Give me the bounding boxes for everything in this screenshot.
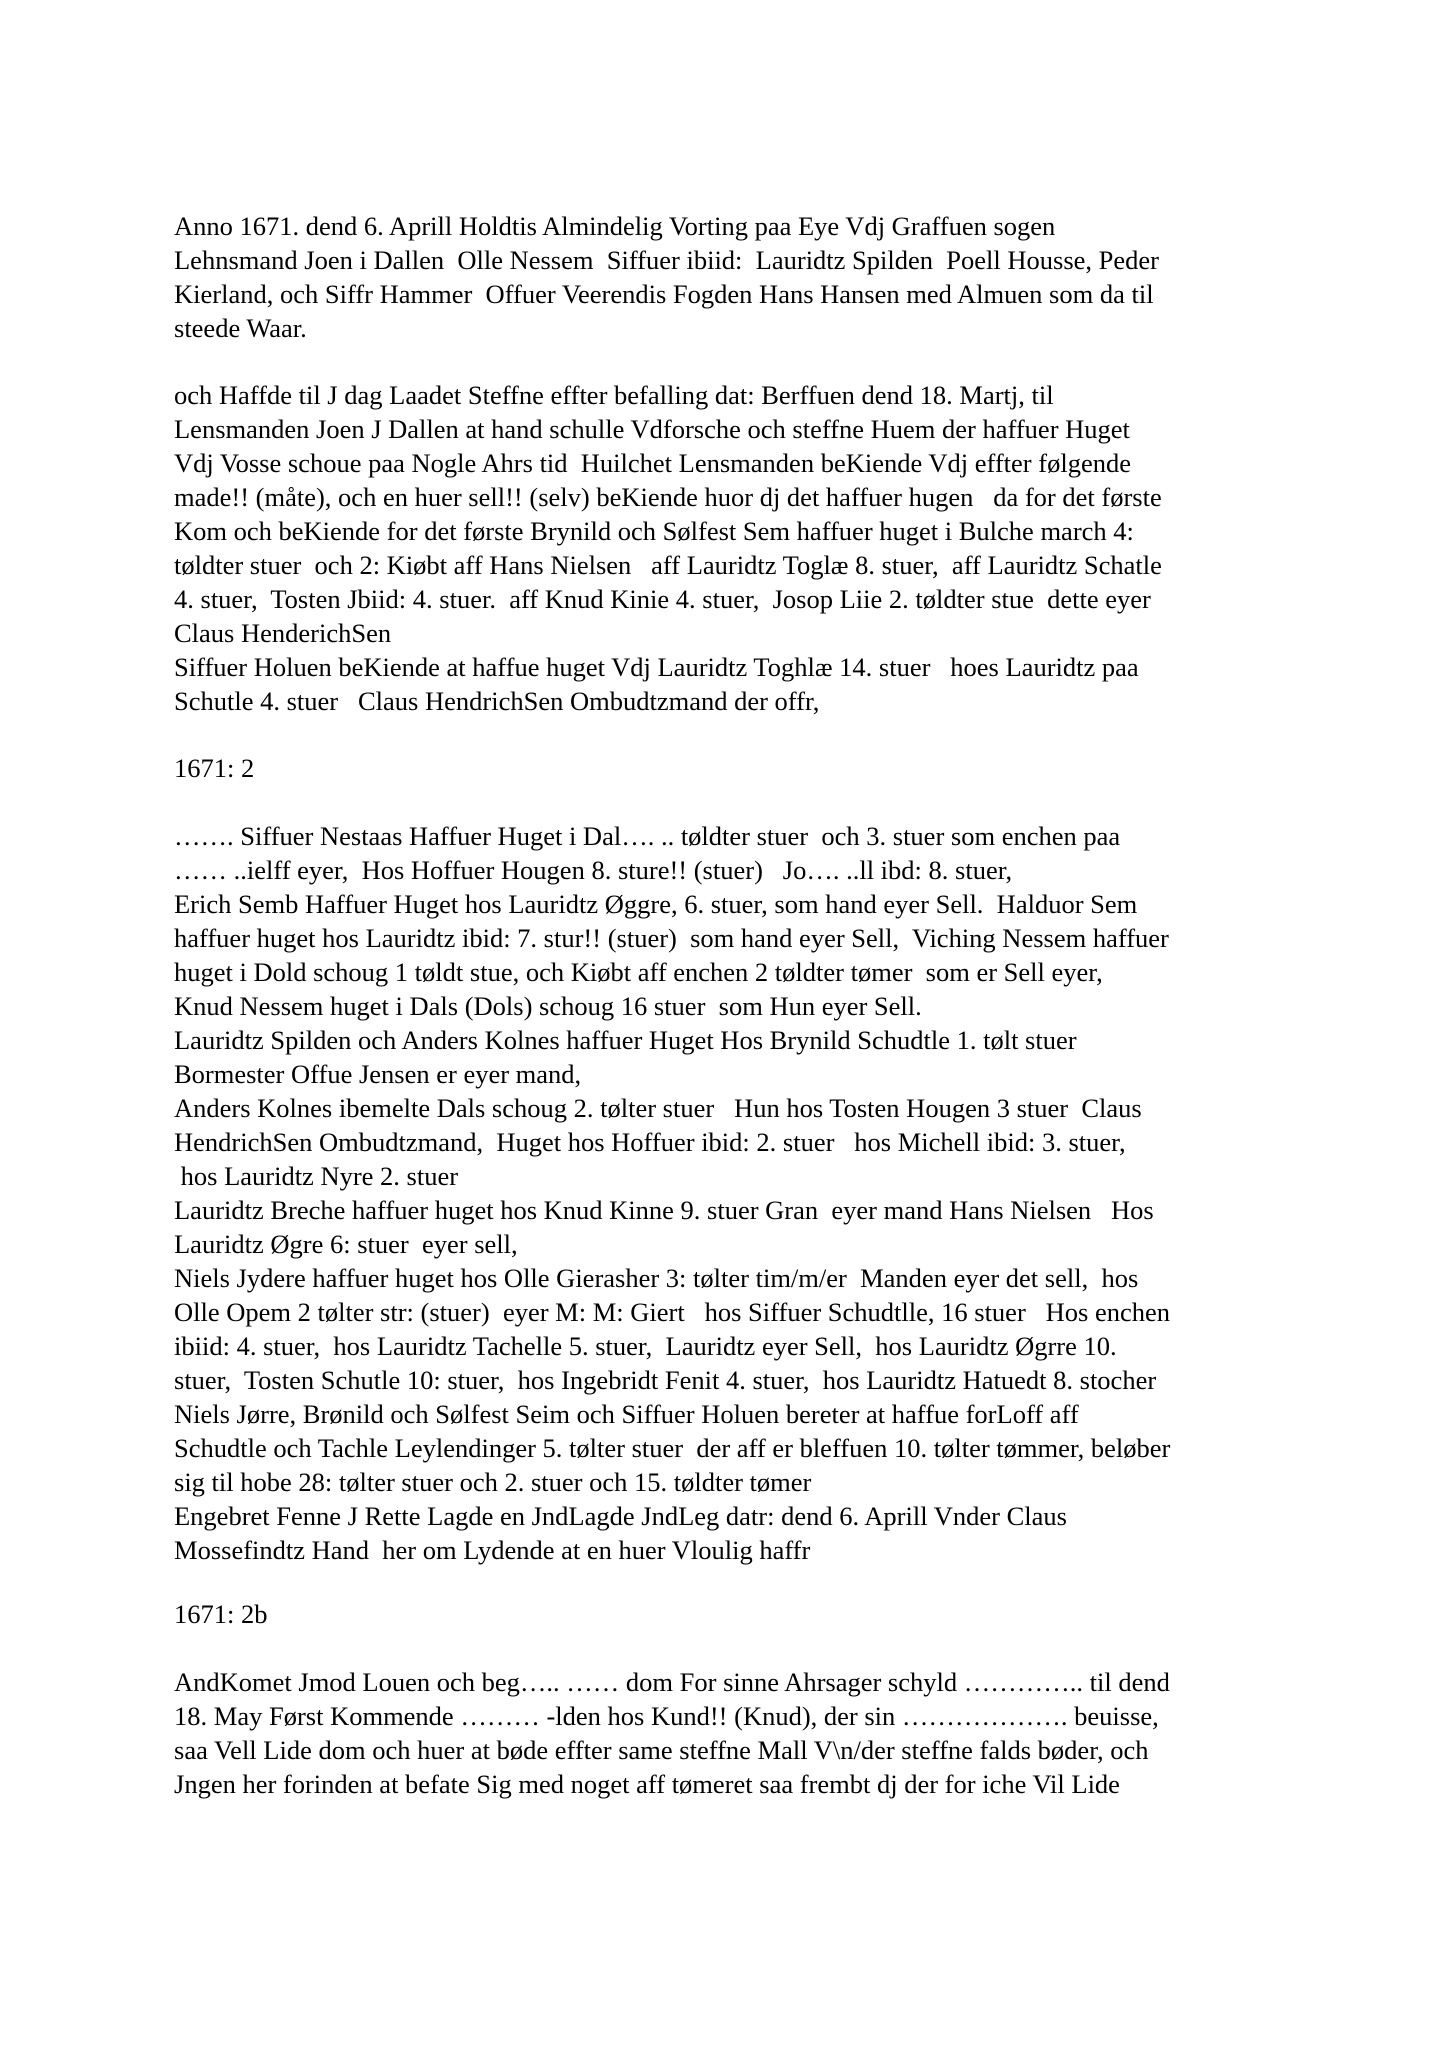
- paragraph-summons: och Haffde til J dag Laadet Steffne effter befalling dat: Berffuen dend 18. Martj, til Lensmanden Joen J Dallen at hand schulle Vdforsche och steffne Huem der haffuer Huget Vdj Vosse schoue paa Nogle Ahrs tid Huilchet Lensmanden beKiende Vdj effter følgende made!! (måte), och en huer sell!! (selv) beKiende huor dj det haffuer hugen da for det første Kom och beKiende for det første Brynild och Sølfest Sem haffuer huget i Bulche march 4: tøldter stuer och 2: Kiøbt aff Hans Nielsen aff Lauridtz Toglæ 8. stuer, aff Lauridtz Schatle 4. stuer, Tosten Jbiid: 4. stuer. aff Knud Kinie 4. stuer, Josop Liie 2. tøldter stue dette eyer Claus HenderichSen Siffuer Holuen beKiende at haffue huget Vdj Lauridtz Toghlæ 14. stuer hoes Lauridtz paa Schutle 4. stuer Claus HendrichSen Ombudtzmand der offr,: [174, 380, 1162, 716]
- folio-marker-2: 1671: 2: [174, 753, 255, 783]
- paragraph-judgment: AndKomet Jmod Louen och beg….. …… dom For sinne Ahrsager schyld ………….. til dend 18. May Først Kommende ……… -lden hos Kund!! (Knud), der sin ………………. beuisse, saa Vell Lide dom och huer at bøde effter same steffne Mall V\n/der steffne falds bøder, och Jngen her forinden at befate Sig med noget aff tømeret saa frembt dj der for iche Vil Lide: [174, 1667, 1170, 1799]
- paragraph-opening: Anno 1671. dend 6. Aprill Holdtis Almindelig Vorting paa Eye Vdj Graffuen sogen Lehnsmand Joen i Dallen Olle Nessem Siffuer ibiid: Lauridtz Spilden Poell Housse, Peder Kierland, och Siffr Hammer Offuer Veerendis Fogden Hans Hansen med Almuen som da til steede Waar.: [174, 211, 1159, 343]
- paragraph-testimonies: ……. Siffuer Nestaas Haffuer Huget i Dal…. .. tøldter stuer och 3. stuer som enchen paa …… ..ielff eyer, Hos Hoffuer Hougen 8. sture!! (stuer) Jo…. ..ll ibd: 8. stuer, Erich Semb Haffuer Huget hos Lauridtz Øggre, 6. stuer, som hand eyer Sell. Halduor Sem haffuer huget hos Lauridtz ibid: 7. stur!! (stuer) som hand eyer Sell, Viching Nessem haffuer huget i Dold schoug 1 tøldt stue, och Kiøbt aff enchen 2 tøldter tømer som er Sell eyer, Knud Nessem huget i Dals (Dols) schoug 16 stuer som Hun eyer Sell. Lauridtz Spilden och Anders Kolnes haffuer Huget Hos Brynild Schudtle 1. tølt stuer Bormester Offue Jensen er eyer mand, Anders Kolnes ibemelte Dals schoug 2. tølter stuer Hun hos Tosten Hougen 3 stuer Claus HendrichSen Ombudtzmand, Huget hos Hoffuer ibid: 2. stuer hos Michell ibid: 3. stuer, hos Lauridtz Nyre 2. stuer Lauridtz Breche haffuer huget hos Knud Kinne 9. stuer Gran eyer mand Hans Nielsen Hos Lauridtz Øgre 6: stuer eyer sell, Niels Jydere haffuer huget hos Olle Gierasher 3: tølter tim/m/er Manden eyer det sell, hos Olle Opem 2 tølter str: (stuer) eyer M: M: Giert hos Siffuer Schudtlle, 16 stuer Hos enchen ibiid: 4. stuer, hos Lauridtz Tachelle 5. stuer, Lauridtz eyer Sell, hos Lauridtz Øgrre 10. stuer, Tosten Schutle 10: stuer, hos Ingebridt Fenit 4. stuer, hos Lauridtz Hatuedt 8. stocher Niels Jørre, Brønild och Sølfest Seim och Siffuer Holuen bereter at haffue forLoff aff Schudtle och Tachle Leylendinger 5. tølter stuer der aff er bleffuen 10. tølter tømmer, beløber sig til hobe 28: tølter stuer och 2. stuer och 15. tøldter tømer Engebret Fenne J Rette Lagde en JndLagde JndLeg datr: dend 6. Aprill Vnder Claus Mossefindtz Hand her om Lydende at en huer Vloulig haffr: [174, 821, 1171, 1565]
- folio-marker-2b: 1671: 2b: [174, 1599, 268, 1629]
